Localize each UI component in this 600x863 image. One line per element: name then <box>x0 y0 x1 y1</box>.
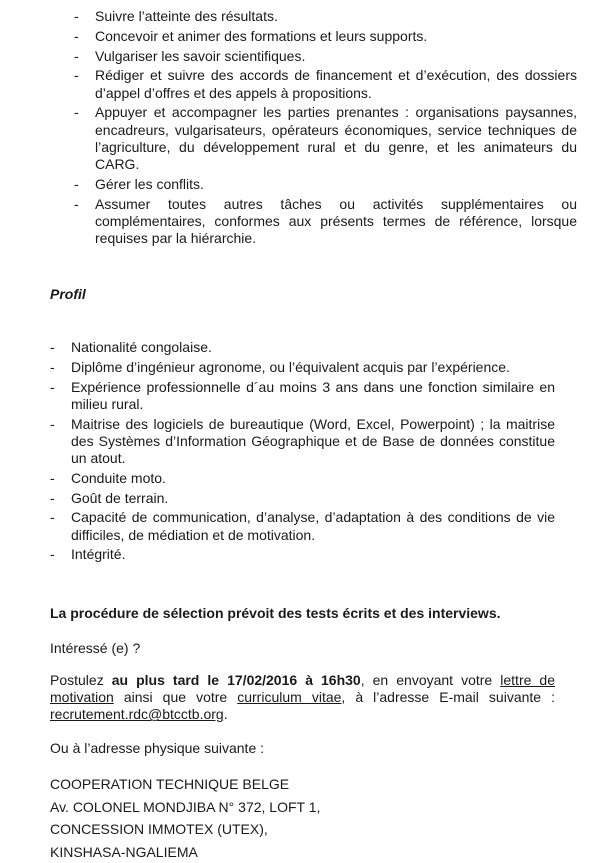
list-item: - Assumer toutes autres tâches ou activités supplémentaires ou complémentaires, conformes aux présents termes de référence, lorsque requises par la hiérarchie. <box>74 196 577 248</box>
list-item: - Expérience professionnelle d´au moins 3 ans dans une fonction similaire en milieu rural. <box>50 379 555 413</box>
apply-text: ainsi que votre <box>114 689 237 705</box>
physical-address-intro: Ou à l’adresse physique suivante : <box>50 740 555 757</box>
list-item: - Capacité de communication, d’analyse, d’adaptation à des conditions de vie difficiles, de médiation et de motivation. <box>50 509 555 543</box>
apply-text: , en envoyant votre <box>361 672 501 688</box>
apply-text: Postulez <box>50 672 112 688</box>
motivation-letter-text: lettre de motivation <box>50 672 555 705</box>
list-item: - Suivre l’atteinte des résultats. <box>74 8 577 25</box>
profile-list <box>50 339 555 566</box>
list-item: - Diplôme d’ingénieur agronome, ou l’équivalent acquis par l’expérience. <box>50 359 555 376</box>
address-line: COOPERATION TECHNIQUE BELGE <box>50 773 555 796</box>
interest-question: Intéressé (e) ? <box>50 640 555 657</box>
postal-address <box>50 773 555 863</box>
list-item: - Intégrité. <box>50 546 555 563</box>
address-line: KINSHASA-NGALIEMA <box>50 841 555 863</box>
email-link[interactable]: recrutement.rdc@btcctb.org <box>50 706 224 722</box>
application-instructions <box>50 672 555 724</box>
list-item: - Rédiger et suivre des accords de financement et d’exécution, des dossiers d’appel d’offres et des appels à propositions. <box>74 67 577 101</box>
list-item: - Conduite moto. <box>50 470 555 487</box>
list-item: - Concevoir et animer des formations et leurs supports. <box>74 28 577 45</box>
apply-text: , à l’adresse E-mail suivante : <box>341 689 555 705</box>
address-line: Av. COLONEL MONDJIBA N° 372, LOFT 1, <box>50 796 555 819</box>
duties-list <box>74 8 577 250</box>
list-item: - Gérer les conflits. <box>74 176 577 193</box>
cv-text: curriculum vitae <box>237 689 341 705</box>
profile-heading: Profil <box>50 286 86 302</box>
selection-procedure: La procédure de sélection prévoit des tests écrits et des interviews. <box>50 605 555 622</box>
apply-text: . <box>224 706 228 722</box>
list-item: - Nationalité congolaise. <box>50 339 555 356</box>
list-item: - Goût de terrain. <box>50 490 555 507</box>
list-item: - Appuyer et accompagner les parties prenantes : organisations paysannes, encadreurs, vulgarisateurs, opérateurs économiques, service techniques de l’agriculture, du développement rural et du genre, et les animateurs du CARG. <box>74 104 577 173</box>
list-item: - Maitrise des logiciels de bureautique (Word, Excel, Powerpoint) ; la maitrise des Systèmes d’Information Géographique et de Base de données constitue un atout. <box>50 416 555 468</box>
address-line: CONCESSION IMMOTEX (UTEX), <box>50 818 555 841</box>
deadline: au plus tard le 17/02/2016 à 16h30 <box>112 672 361 688</box>
list-item: - Vulgariser les savoir scientifiques. <box>74 48 577 65</box>
